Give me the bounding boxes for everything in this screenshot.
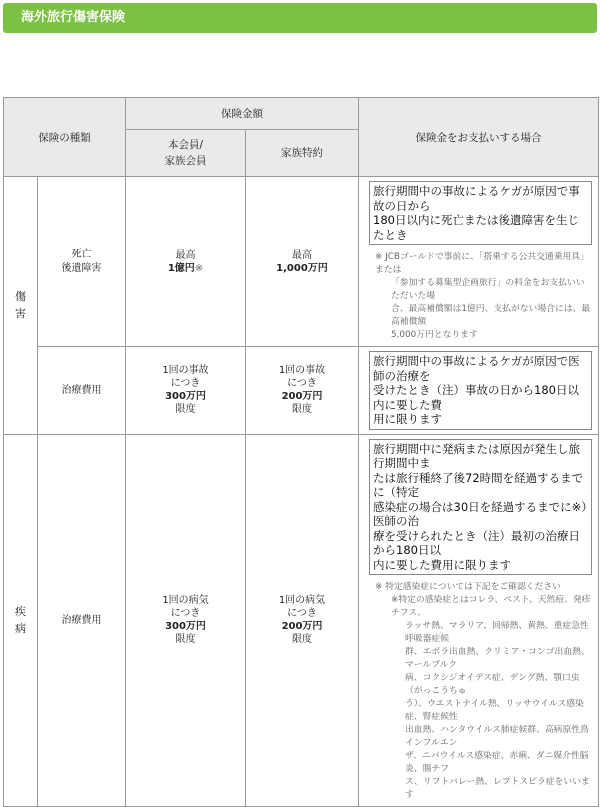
row-label-death-disability: 死亡 後遺障害 bbox=[38, 177, 126, 347]
payout-illness-treatment bbox=[359, 434, 599, 807]
header-insurance-amount: 保険金額 bbox=[126, 98, 359, 130]
header-family-rider: 家族特約 bbox=[246, 130, 359, 177]
header-insurance-type: 保険の種類 bbox=[4, 98, 126, 177]
row-label-illness-treatment: 治療費用 bbox=[38, 434, 126, 807]
amount-member-illness-treatment: 1回の病気 につき 300万円 限度 bbox=[126, 434, 246, 807]
payout-description: 旅行期間中に発病または原因が発生し旅行期間中ま たは旅行種終了後72時間を経過するまでに（特定 感染症の場合は30日を経過するまでに※）医師の治 療を受けられたとき（注）最初の治療日から180日以 内に要した費用に限ります bbox=[369, 439, 592, 576]
payout-death-disability bbox=[359, 177, 599, 347]
payout-injury-treatment bbox=[359, 347, 599, 435]
category-illness: 疾 病 bbox=[4, 434, 38, 807]
payout-description: 旅行期間中の事故によるケガが原因で医師の治療を 受けたとき（注）事故の日から180日以内に要した費 用に限ります bbox=[369, 351, 592, 430]
row-label-injury-treatment: 治療費用 bbox=[38, 347, 126, 435]
amount-family-illness-treatment: 1回の病気 につき 200万円 限度 bbox=[246, 434, 359, 807]
amount-member-death: 最高 1億円※ bbox=[126, 177, 246, 347]
header-payout-condition: 保険金をお支払いする場合 bbox=[359, 98, 599, 177]
payout-note: ※ JCBゴールドで事前に、「搭乗する公共交通乗用具」または 「参加する募集型企画旅行」の料金をお支払いいただいた場 合、最高補償額は1億円、支払がない場合には、最高補償額 5,000万円となります bbox=[375, 252, 591, 340]
amount-member-injury-treatment: 1回の事故 につき 300万円 限度 bbox=[126, 347, 246, 435]
insurance-table bbox=[3, 97, 599, 807]
payout-description: 旅行期間中の事故によるケガが原因で事故の日から 180日以内に死亡または後遺障害を生じたとき bbox=[369, 181, 592, 245]
payout-note: ※ 特定感染症については下記をご確認ください ※特定の感染症とはコレラ、ペスト、天然痘、発疹チフス、 ラッサ熱、マラリア、回帰熱、黄熱、重症急性呼吸器症候 群、エボラ出血熱、クリミア・コンゴ出血熱、マールブルク 病、コクシジオイデス症、デング熱、顎口虫（がっこうちゅ う）、ウエストナイル熱、リッサウイルス感染症、腎症候性 出血熱、ハンタウイルス肺症候群、高病原性鳥インフルエン ザ、ニパウイルス感染症、赤痢、ダニ媒介性脳炎、腸チフ ス、リフトバレー熱、レプトスピラ症をいいます bbox=[375, 582, 591, 800]
amount-family-injury-treatment: 1回の事故 につき 200万円 限度 bbox=[246, 347, 359, 435]
section-title: 海外旅行傷害保険 bbox=[3, 3, 597, 33]
amount-family-death: 最高 1,000万円 bbox=[246, 177, 359, 347]
category-injury: 傷 害 bbox=[4, 177, 38, 435]
header-member: 本会員/ 家族会員 bbox=[126, 130, 246, 177]
